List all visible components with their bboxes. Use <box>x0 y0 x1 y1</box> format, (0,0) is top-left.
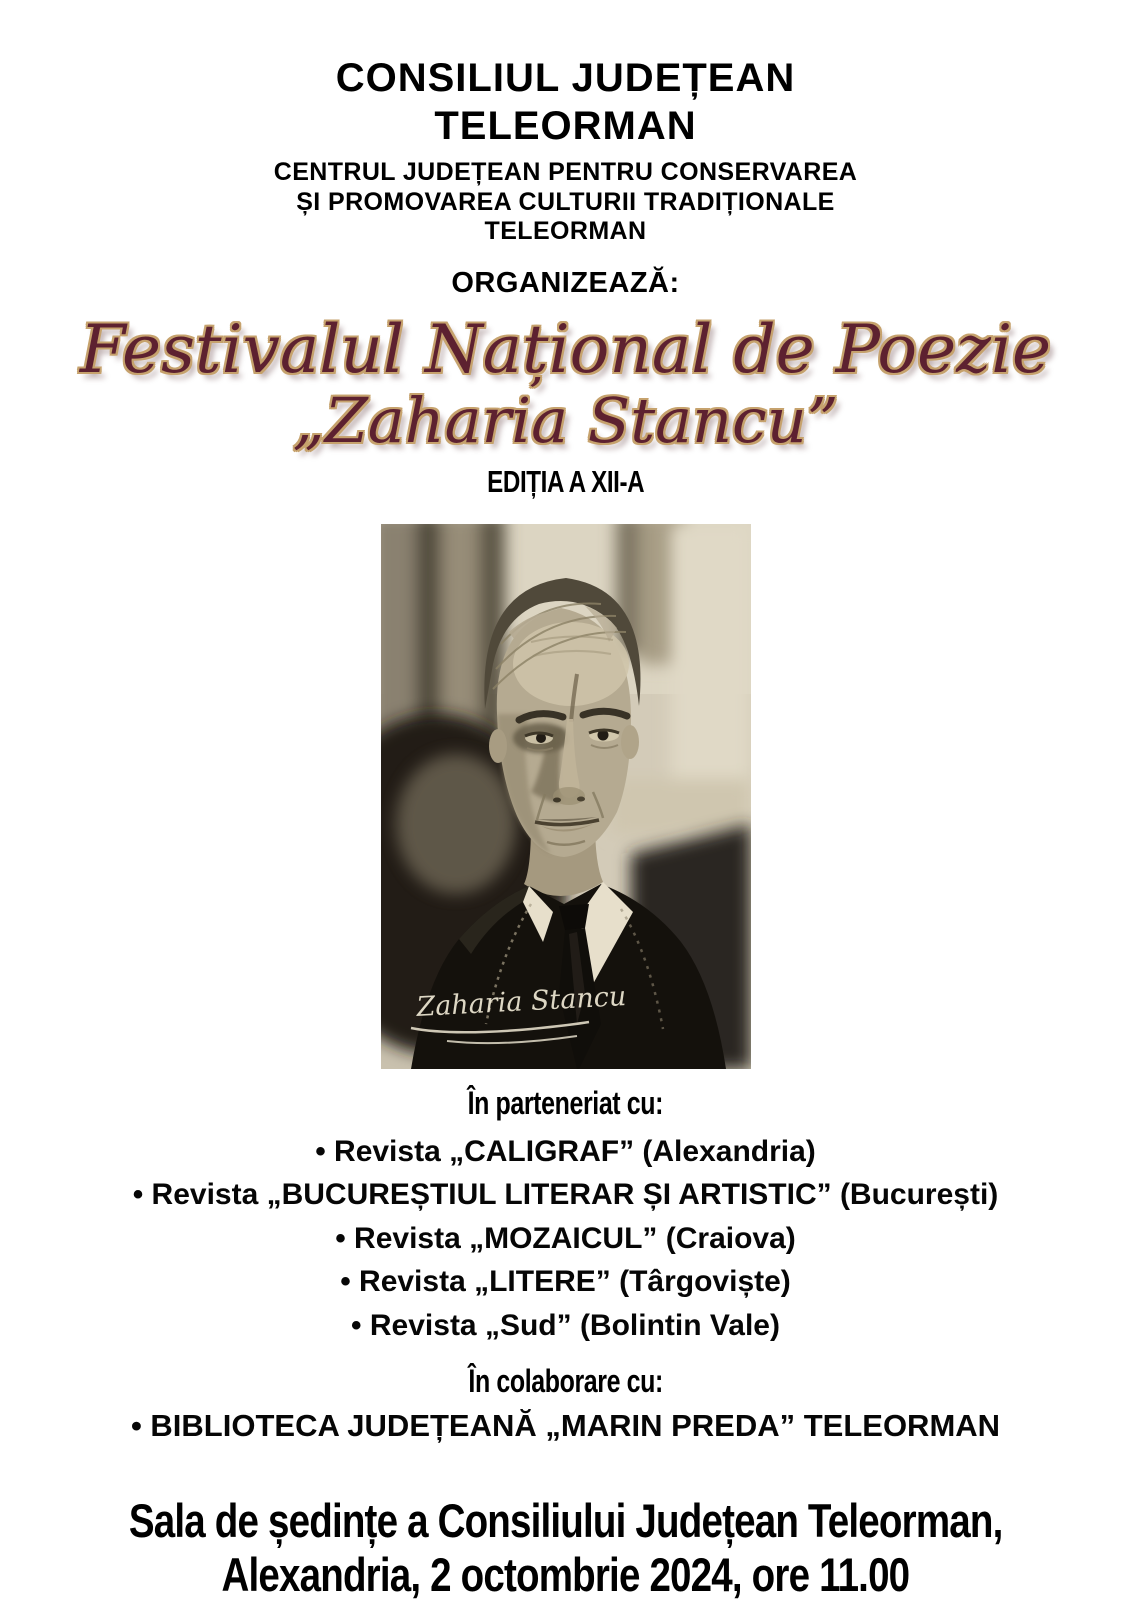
partners-heading-row <box>0 1085 1131 1122</box>
edition-row <box>0 464 1131 500</box>
venue-section <box>0 1494 1131 1601</box>
venue-row-2 <box>0 1548 1131 1601</box>
partner-item: • Revista „Sud” (Bolintin Vale) <box>351 1308 780 1342</box>
partner-item: • Revista „MOZAICUL” (Craiova) <box>335 1221 796 1255</box>
collaboration-section <box>0 1363 1131 1444</box>
venue-row-1 <box>0 1494 1131 1548</box>
org-name-line2: TELEORMAN <box>434 104 697 148</box>
partners-section <box>0 1085 1131 1348</box>
partner-list <box>0 1130 1131 1348</box>
partner-item: • Revista „LITERE” (Târgoviște) <box>340 1265 791 1299</box>
venue-line2: Alexandria, 2 octombrie 2024, ore 11.00 <box>221 1547 910 1601</box>
edition-label: EDIȚIA A XII-A <box>486 463 645 499</box>
partner-item: • Revista „BUCUREȘTIUL LITERAR ȘI ARTISTIC” (București) <box>132 1178 999 1212</box>
org-sub-line2: ȘI PROMOVAREA CULTURII TRADIȚIONALE <box>296 187 835 216</box>
org-subheader <box>0 158 1131 247</box>
festival-title-line1: Festivalul Național de Poezie <box>79 310 1052 388</box>
portrait-signature: Zaharia Stancu <box>415 980 627 1023</box>
org-name-line1: CONSILIUL JUDEȚEAN <box>335 56 796 100</box>
venue-line1: Sala de ședințe a Consiliului Județean Teleorman, <box>128 1494 1003 1548</box>
portrait-photo-art <box>381 524 751 1069</box>
portrait-photo <box>381 524 751 1069</box>
org-sub-line3: TELEORMAN <box>484 217 647 245</box>
collaboration-item: • BIBLIOTECA JUDEȚEANĂ „MARIN PREDA” TELEORMAN <box>130 1408 1001 1444</box>
festival-title <box>0 312 1131 500</box>
organizes-label: ORGANIZEAZĂ: <box>451 266 680 299</box>
collaboration-heading-row <box>0 1363 1131 1400</box>
partners-heading: În parteneriat cu: <box>467 1084 664 1121</box>
org-header <box>0 54 1131 300</box>
org-sub-line1: CENTRUL JUDEȚEAN PENTRU CONSERVAREA <box>273 158 858 186</box>
partner-item: • Revista „CALIGRAF” (Alexandria) <box>315 1134 816 1168</box>
festival-title-line2: „Zaharia Stancu” <box>292 384 839 458</box>
collaboration-heading: În colaborare cu: <box>468 1363 663 1400</box>
